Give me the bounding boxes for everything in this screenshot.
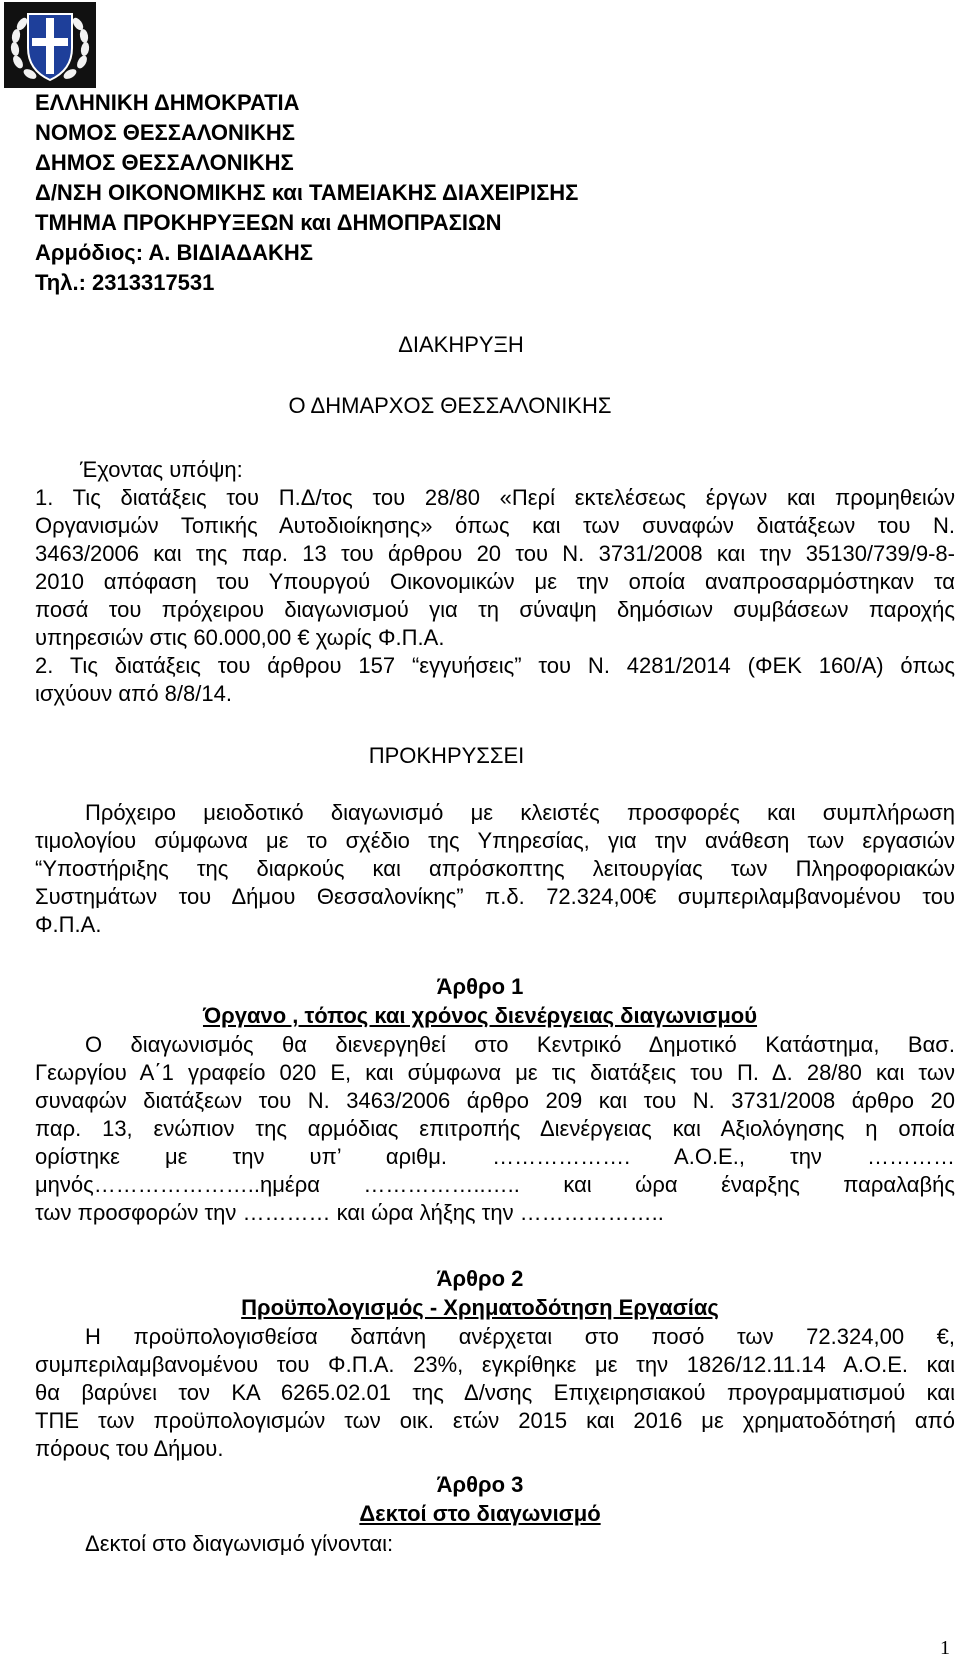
- text-line: 3463/2006 και της παρ. 13 του άρθρου 20 του Ν. 3731/2008 και την 35130/739/9-8-: [35, 541, 955, 566]
- article-2-subheading: Προϋπολογισμός - Χρηματοδότηση Εργασίας: [241, 1295, 719, 1320]
- text-line: Πρόχειρο μειοδοτικό διαγωνισμό με κλειστές προσφορές και συμπλήρωση: [85, 800, 955, 825]
- header-line: Αρμόδιος: Α. ΒΙΔΙΑΔΑΚΗΣ: [35, 240, 313, 265]
- text-line: συναφών διατάξεων του Ν. 3463/2006 άρθρο 209 και του Ν. 3731/2008 άρθρο 20: [35, 1088, 955, 1113]
- article-2-heading: Άρθρο 2: [436, 1266, 524, 1291]
- text-line: μηνός…………………..ημέρα ……………..….. και ώρα έναρξης παραλαβής: [35, 1172, 955, 1197]
- header-line: Τηλ.: 2313317531: [35, 270, 215, 295]
- header-line: ΕΛΛΗΝΙΚΗ ΔΗΜΟΚΡΑΤΙΑ: [35, 90, 300, 115]
- text-line: υπηρεσιών στις 60.000,00 € χωρίς Φ.Π.Α.: [35, 625, 445, 650]
- header-line: ΤΜΗΜΑ ΠΡΟΚΗΡΥΞΕΩΝ και ΔΗΜΟΠΡΑΣΙΩΝ: [35, 210, 502, 235]
- article-1-subheading: Όργανο , τόπος και χρόνος διενέργειας διαγωνισμού: [202, 1003, 758, 1028]
- text-line: ποσά του πρόχειρου διαγωνισμού για τη σύναψη δημόσιων συμβάσεων παροχής: [35, 597, 955, 622]
- proclaims-heading: ΠΡΟΚΗΡΥΣΣΕΙ: [368, 743, 525, 768]
- text-line: Φ.Π.Α.: [35, 912, 102, 937]
- text-line: ισχύουν από 8/8/14.: [35, 681, 232, 706]
- text-line: 2010 απόφαση του Υπουργού Οικονομικών με την οποία αναπροσαρμόστηκαν τα: [35, 569, 955, 594]
- text-line: 2. Τις διατάξεις του άρθρου 157 “εγγυήσεις” του Ν. 4281/2014 (ΦΕΚ 160/Α) όπως: [35, 653, 955, 678]
- text-line: “Υποστήριξης της διαρκούς και απρόσκοπτης λειτουργίας των Πληροφοριακών: [35, 856, 955, 881]
- considering-label: Έχοντας υπόψη:: [80, 457, 243, 482]
- text-line: ΤΠΕ των προϋπολογισμών των οικ. ετών 2015 και 2016 με χρηματοδότησή από: [35, 1408, 955, 1433]
- article-3-text: [85, 1530, 885, 1558]
- text-line: Γεωργίου Α΄1 γραφείο 020 Ε, και σύμφωνα με τις διατάξεις του Π. Δ. 28/80 και των: [35, 1060, 955, 1085]
- considering-item-1: [35, 484, 955, 708]
- text-line: θα βαρύνει τον ΚΑ 6265.02.01 της Δ/νσης Επιχειρησιακού προγραμματισμού και: [35, 1380, 955, 1405]
- text-line: πόρους του Δήμου.: [35, 1436, 224, 1461]
- text-line: Δεκτοί στο διαγωνισμό γίνονται:: [85, 1531, 394, 1556]
- text-line: παρ. 13, ενώπιον της αρμόδιας επιτροπής Διενέργειας και Αξιολόγησης η οποία: [35, 1116, 955, 1141]
- greek-coat-of-arms-icon: [4, 2, 96, 88]
- article-3-subheading: Δεκτοί στο διαγωνισμό: [359, 1501, 601, 1526]
- document-title: ΔΙΑΚΗΡΥΞΗ: [398, 332, 524, 357]
- issuing-authority-header: [35, 88, 578, 298]
- article-2-text: [35, 1323, 955, 1463]
- header-line: Δ/ΝΣΗ ΟΙΚΟΝΟΜΙΚΗΣ και ΤΑΜΕΙΑΚΗΣ ΔΙΑΧΕΙΡΙΣΗΣ: [35, 180, 579, 205]
- article-3-heading: Άρθρο 3: [436, 1472, 524, 1497]
- text-line: ορίστηκε με την υπ’ αριθμ. ………………. Α.Ο.Ε., την …………: [35, 1144, 955, 1169]
- article-1-heading: Άρθρο 1: [436, 974, 524, 999]
- header-line: ΔΗΜΟΣ ΘΕΣΣΑΛΟΝΙΚΗΣ: [35, 150, 294, 175]
- text-line: Η προϋπολογισθείσα δαπάνη ανέρχεται στο ποσό των 72.324,00 €,: [85, 1324, 955, 1349]
- text-line: Οργανισμών Τοπικής Αυτοδιοίκησης» όπως και των συναφών διατάξεων του Ν.: [35, 513, 955, 538]
- text-line: συμπεριλαμβανομένου του Φ.Π.Α. 23%, εγκρίθηκε με την 1826/12.11.14 Α.Ο.Ε. και: [35, 1352, 955, 1377]
- tender-intro-paragraph: [35, 799, 955, 939]
- text-line: των προσφορών την ………… και ώρα λήξης την ………………..: [35, 1200, 664, 1225]
- text-line: Συστημάτων του Δήμου Θεσσαλονίκης” π.δ. 72.324,00€ συμπεριλαμβανομένου του: [35, 884, 955, 909]
- header-line: ΝΟΜΟΣ ΘΕΣΣΑΛΟΝΙΚΗΣ: [35, 120, 296, 145]
- text-line: Ο διαγωνισμός θα διενεργηθεί στο Κεντρικό Δημοτικό Κατάστημα, Βασ.: [85, 1032, 955, 1057]
- text-line: τιμολογίου σύμφωνα με το σχέδιο της Υπηρεσίας, για την ανάθεση των εργασιών: [35, 828, 955, 853]
- page-number: 1: [940, 1637, 950, 1659]
- text-line: 1. Τις διατάξεις του Π.Δ/τος του 28/80 «Περί εκτελέσεως έργων και προμηθειών: [35, 485, 955, 510]
- mayor-heading: Ο ΔΗΜΑΡΧΟΣ ΘΕΣΣΑΛΟΝΙΚΗΣ: [288, 393, 612, 418]
- article-1-text: [35, 1031, 955, 1227]
